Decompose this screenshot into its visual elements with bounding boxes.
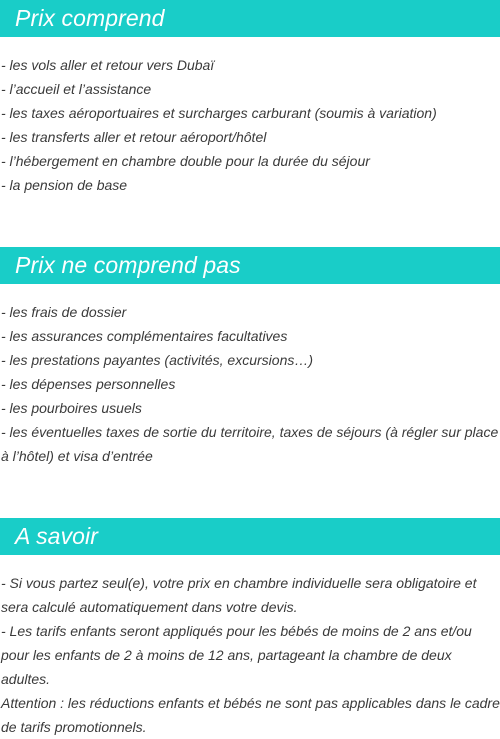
excluded-list (0, 300, 500, 468)
section-title: Prix comprend (15, 5, 165, 31)
section-header (0, 518, 500, 555)
section-prix-ne-comprend-pas (0, 247, 500, 468)
list-item: - les prestations payantes (activités, excursions…) (1, 352, 314, 368)
section-prix-comprend (0, 0, 500, 197)
section-a-savoir (0, 518, 500, 739)
list-item: - les transferts aller et retour aéroport/hôtel (1, 129, 267, 145)
list-item: - les pourboires usuels (1, 400, 142, 416)
info-body (0, 571, 500, 739)
list-item: - les vols aller et retour vers Dubaï (1, 57, 215, 73)
info-paragraph: - Les tarifs enfants seront appliqués pour les bébés de moins de 2 ans et/ou pour les enfants de 2 à moins de 12 ans, partageant la chambre de deux adultes. (1, 623, 472, 687)
list-item: - les frais de dossier (1, 304, 127, 320)
list-item: - les assurances complémentaires facultatives (1, 328, 288, 344)
section-title: Prix ne comprend pas (15, 252, 241, 278)
list-item: - les dépenses personnelles (1, 376, 176, 392)
section-title: A savoir (15, 523, 99, 549)
section-header (0, 0, 500, 37)
list-item: - l’hébergement en chambre double pour la durée du séjour (1, 153, 370, 169)
list-item: - les taxes aéroportuaires et surcharges carburant (soumis à variation) (1, 105, 437, 121)
included-list (0, 53, 500, 197)
list-item: - la pension de base (1, 177, 128, 193)
info-paragraph: Attention : les réductions enfants et bébés ne sont pas applicables dans le cadre de tarifs promotionnels. (1, 695, 500, 735)
section-header (0, 247, 500, 284)
list-item: - l’accueil et l’assistance (1, 81, 152, 97)
info-paragraph: - Si vous partez seul(e), votre prix en chambre individuelle sera obligatoire et sera calculé automatiquement dans votre devis. (1, 575, 477, 615)
list-item: - les éventuelles taxes de sortie du territoire, taxes de séjours (à régler sur place à l’hôtel) et visa d’entrée (1, 424, 499, 464)
